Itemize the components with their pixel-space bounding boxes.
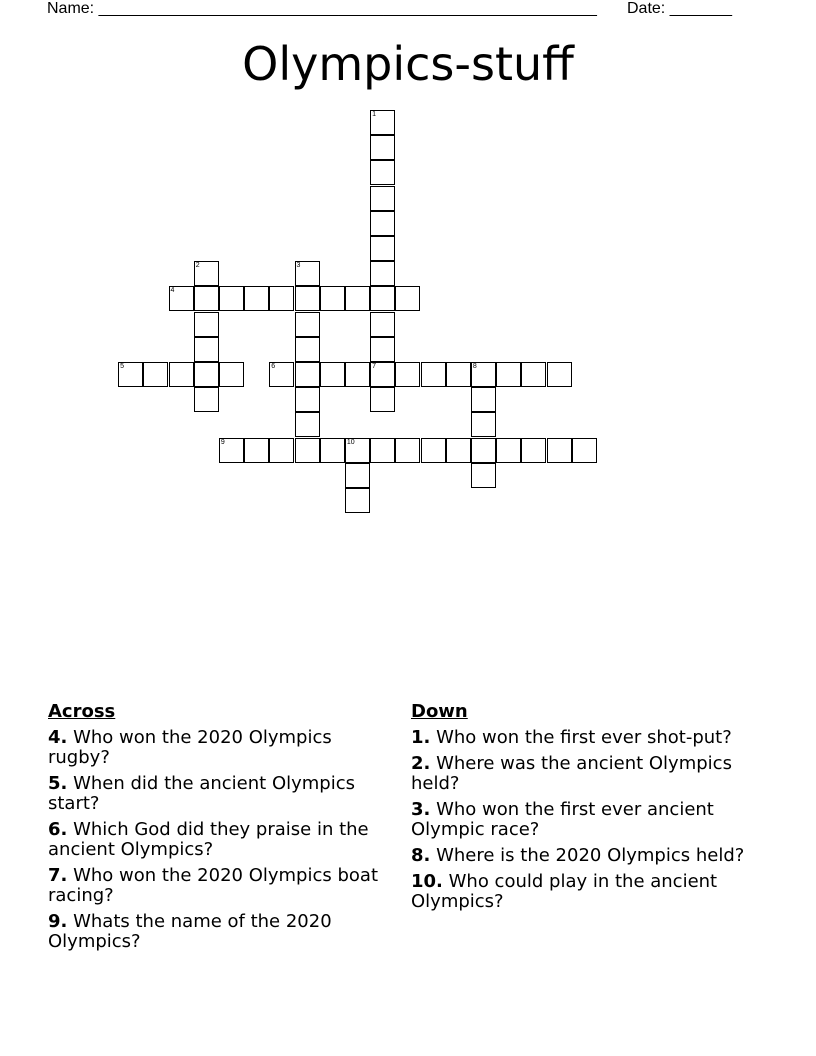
grid-cell[interactable]	[194, 362, 219, 387]
grid-cell[interactable]	[370, 211, 395, 236]
grid-cell[interactable]	[496, 362, 521, 387]
grid-cell[interactable]	[395, 438, 420, 463]
clue-number: 4	[170, 287, 175, 295]
grid-cell[interactable]	[471, 362, 496, 387]
grid-cell[interactable]	[471, 412, 496, 437]
clue-number: 3	[296, 262, 301, 270]
grid-cell[interactable]	[194, 387, 219, 412]
grid-cell[interactable]	[345, 463, 370, 488]
clue-item-number: 6.	[48, 819, 68, 840]
clue-item	[411, 872, 761, 912]
clue-item-number: 3.	[411, 799, 431, 820]
clue-item-text: Who won the 2020 Olympics rugby?	[48, 727, 332, 768]
clue-number: 2	[195, 262, 200, 270]
clue-item	[411, 846, 761, 866]
clue-item-text: Whats the name of the 2020 Olympics?	[48, 911, 332, 952]
clue-item	[48, 866, 393, 906]
grid-cell[interactable]	[345, 438, 370, 463]
grid-cell[interactable]	[345, 488, 370, 513]
clue-item-text: Who won the 2020 Olympics boat racing?	[48, 865, 378, 906]
grid-cell[interactable]	[295, 337, 320, 362]
grid-cell[interactable]	[219, 362, 244, 387]
grid-cell[interactable]	[496, 438, 521, 463]
grid-cell[interactable]	[370, 160, 395, 185]
grid-cell[interactable]	[320, 438, 345, 463]
grid-cell[interactable]	[295, 286, 320, 311]
clue-item-number: 10.	[411, 871, 443, 892]
clue-number: 6	[271, 363, 276, 370]
grid-cell[interactable]	[194, 261, 219, 286]
grid-cell[interactable]	[244, 286, 269, 311]
down-clue-list	[411, 728, 761, 912]
clue-item-number: 9.	[48, 911, 68, 932]
grid-cell[interactable]	[269, 362, 294, 387]
grid-cell[interactable]	[295, 261, 320, 286]
clue-item-number: 7.	[48, 865, 68, 886]
name-field-label: Name: ________________________________________________________	[47, 0, 597, 17]
clue-number: 9	[220, 438, 225, 446]
grid-cell[interactable]	[169, 362, 194, 387]
grid-cell[interactable]	[521, 438, 546, 463]
grid-cell[interactable]	[345, 286, 370, 311]
grid-cell[interactable]	[295, 438, 320, 463]
clue-number: 8	[472, 363, 477, 370]
clue-item-text: When did the ancient Olympics start?	[48, 773, 355, 814]
clue-item-number: 2.	[411, 753, 431, 774]
grid-cell[interactable]	[194, 312, 219, 337]
grid-cell[interactable]	[269, 438, 294, 463]
across-clue-list	[48, 728, 393, 952]
grid-cell[interactable]	[295, 387, 320, 412]
clue-item-text: Who won the first ever shot-put?	[430, 727, 732, 748]
grid-cell[interactable]	[370, 362, 395, 387]
clue-item-text: Where was the ancient Olympics held?	[411, 753, 732, 794]
clue-item	[411, 754, 761, 794]
grid-cell[interactable]	[295, 362, 320, 387]
clue-number: 5	[120, 363, 124, 370]
grid-cell[interactable]	[143, 362, 168, 387]
across-clues	[48, 702, 393, 958]
clue-item	[411, 728, 761, 748]
clue-item	[48, 774, 393, 814]
clue-item-number: 8.	[411, 845, 431, 866]
grid-cell[interactable]	[370, 186, 395, 211]
grid-cell[interactable]	[295, 412, 320, 437]
grid-cell[interactable]	[370, 337, 395, 362]
grid-cell[interactable]	[370, 135, 395, 160]
grid-cell[interactable]	[446, 438, 471, 463]
grid-cell[interactable]	[572, 438, 597, 463]
grid-cell[interactable]	[370, 438, 395, 463]
grid-cell[interactable]	[169, 286, 194, 311]
grid-cell[interactable]	[370, 387, 395, 412]
clue-item-text: Who could play in the ancient Olympics?	[411, 871, 718, 912]
clue-item	[411, 800, 761, 840]
clue-number: 7	[372, 363, 376, 370]
grid-cell[interactable]	[471, 463, 496, 488]
grid-cell[interactable]	[194, 337, 219, 362]
grid-cell[interactable]	[547, 362, 572, 387]
clue-item	[48, 912, 393, 952]
grid-cell[interactable]	[370, 261, 395, 286]
across-heading: Across	[48, 701, 116, 722]
clue-item	[48, 820, 393, 860]
grid-cell[interactable]	[370, 110, 395, 135]
clue-item-text: Which God did they praise in the ancient Olympics?	[48, 819, 369, 860]
clue-item-text: Where is the 2020 Olympics held?	[430, 845, 745, 866]
clue-item-text: Who won the first ever ancient Olympic race?	[411, 799, 714, 840]
clue-item	[48, 728, 393, 768]
grid-cell[interactable]	[446, 362, 471, 387]
grid-cell[interactable]	[219, 438, 244, 463]
grid-cell[interactable]	[370, 236, 395, 261]
down-heading: Down	[411, 701, 468, 722]
grid-cell[interactable]	[320, 362, 345, 387]
clue-number: 1	[372, 111, 376, 118]
grid-cell[interactable]	[421, 362, 446, 387]
grid-cell[interactable]	[421, 438, 446, 463]
grid-cell[interactable]	[320, 286, 345, 311]
down-clues	[411, 702, 761, 918]
grid-cell[interactable]	[395, 286, 420, 311]
grid-cell[interactable]	[269, 286, 294, 311]
grid-cell[interactable]	[295, 312, 320, 337]
clue-number: 10	[346, 438, 355, 446]
puzzle-title: Olympics-stuff	[242, 37, 574, 91]
grid-cell[interactable]	[370, 312, 395, 337]
grid-cell[interactable]	[547, 438, 572, 463]
grid-cell[interactable]	[118, 362, 143, 387]
date-field-label: Date: _______	[627, 0, 732, 17]
grid-cell[interactable]	[395, 362, 420, 387]
grid-cell[interactable]	[370, 286, 395, 311]
grid-cell[interactable]	[471, 387, 496, 412]
grid-cell[interactable]	[345, 362, 370, 387]
grid-cell[interactable]	[244, 438, 269, 463]
grid-cell[interactable]	[219, 286, 244, 311]
clue-item-number: 1.	[411, 727, 431, 748]
grid-cell[interactable]	[471, 438, 496, 463]
clue-item-number: 4.	[48, 727, 68, 748]
clue-item-number: 5.	[48, 773, 68, 794]
grid-cell[interactable]	[521, 362, 546, 387]
grid-cell[interactable]	[194, 286, 219, 311]
